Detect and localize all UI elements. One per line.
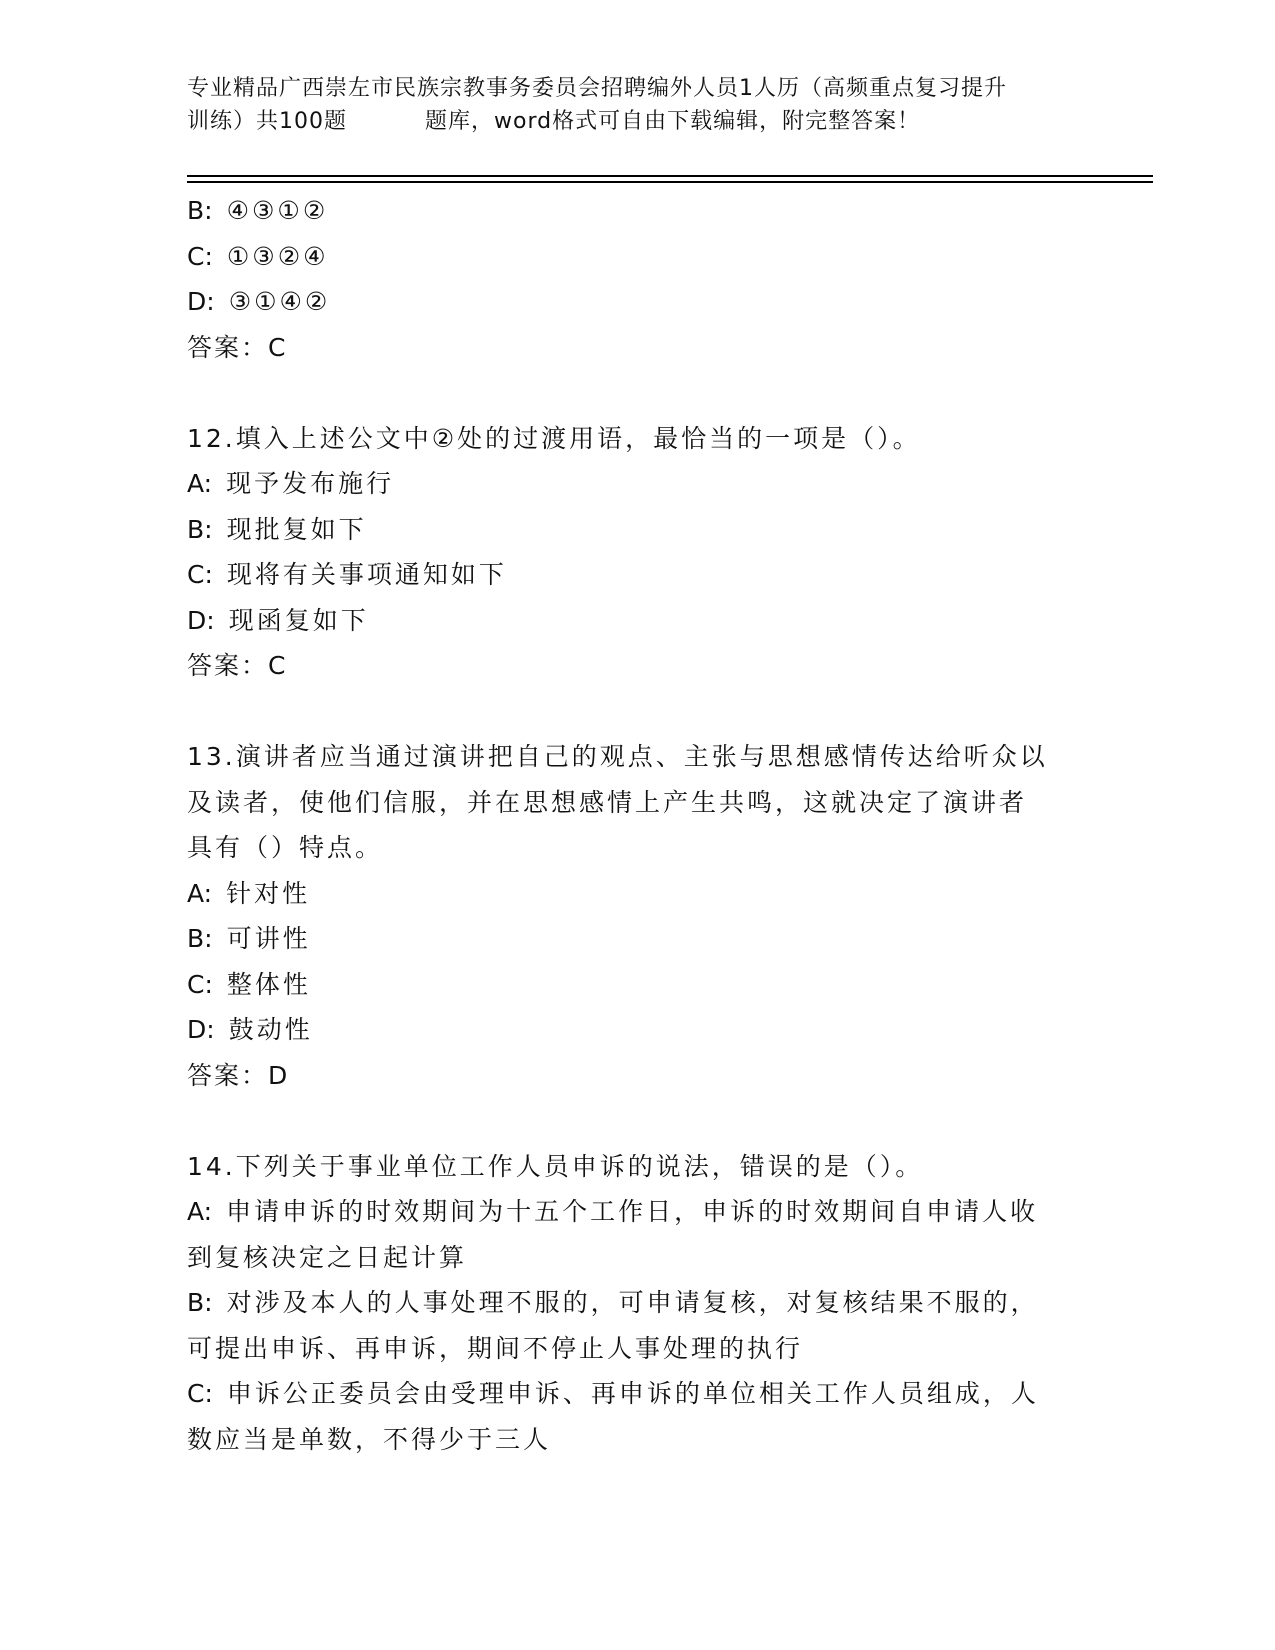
option-line [187,552,1087,598]
option-text: 到复核决定之日起计算 [187,1242,468,1272]
option-prefix: C: [187,1379,213,1408]
option-prefix: B: [187,924,213,953]
option-c: C: ①③②④ [187,241,329,271]
option-text: 可讲性 [226,924,311,953]
option-line [187,1235,1087,1281]
option-line [187,1189,1087,1235]
option-line [187,962,1087,1008]
option-line [187,461,1087,507]
option-prefix: C: [187,560,213,589]
question-stem-line: 及读者，使他们信服，并在思想感情上产生共鸣，这就决定了演讲者 [187,787,1028,817]
option-text: 现将有关事项通知如下 [226,560,507,589]
option-prefix: B: [187,514,213,544]
question-stem-line: 13.演讲者应当通过演讲把自己的观点、主张与思想感情传达给听众以 [187,742,1048,771]
option-text: 现函复如下 [228,605,369,635]
answer-line: 答案：C [187,332,288,362]
question-spacer [187,689,1087,735]
header-title-line-2-part-a: 训练）共100题 [187,109,347,134]
question-spacer [187,1098,1087,1144]
option-prefix: A: [187,878,213,908]
questions-list [187,370,1087,1462]
option-prefix: A: [187,469,213,498]
option-text: 数应当是单数，不得少于三人 [187,1424,552,1454]
header-rule-top [187,175,1153,177]
option-text: 可提出申诉、再申诉，期间不停止人事处理的执行 [187,1333,804,1363]
question-block [187,1144,1087,1463]
option-text: 现予发布施行 [226,469,395,498]
page-header [187,72,1087,138]
option-text: 对涉及本人的人事处理不服的，可申请复核，对复核结果不服的， [226,1288,1039,1317]
question-block [187,416,1087,689]
header-title-line-1: 专业精品广西崇左市民族宗教事务委员会招聘编外人员1人历（高频重点复习提升 [187,76,1007,101]
option-prefix: C: [187,969,213,999]
option-line [187,871,1087,917]
option-line [187,1371,1087,1417]
option-line [187,1007,1087,1053]
header-title-line-2 [187,105,1087,138]
question-stem-line: 12.填入上述公文中②处的过渡用语，最恰当的一项是（）。 [187,423,921,453]
header-title-line-2-part-b: 题库，word格式可自由下载编辑，附完整答案！ [425,109,921,134]
question-content [187,188,1087,1462]
option-line [187,1326,1087,1372]
option-text: 现批复如下 [226,514,367,544]
option-line [187,916,1087,962]
question-stem-line: 具有（）特点。 [187,833,384,862]
option-prefix: D: [187,605,215,635]
option-text: 整体性 [226,969,311,999]
option-text: 申诉公正委员会由受理申诉、再申诉的单位相关工作人员组成，人 [226,1379,1039,1408]
option-line [187,1417,1087,1463]
option-line [187,507,1087,553]
option-d: D: ③①④② [187,287,331,316]
option-text: 申请申诉的时效期间为十五个工作日，申诉的时效期间自申请人收 [226,1197,1039,1226]
option-b: B: ④③①② [187,196,329,225]
option-prefix: A: [187,1197,213,1226]
question-spacer [187,370,1087,416]
option-line [187,1280,1087,1326]
header-rule-bottom [187,181,1153,183]
option-prefix: D: [187,1015,215,1044]
question-block [187,734,1087,1098]
previous-question-block [187,188,1087,370]
answer-line: 答案：C [187,651,288,680]
option-prefix: B: [187,1288,213,1317]
question-stem-line: 14.下列关于事业单位工作人员申诉的说法，错误的是（）。 [187,1151,924,1181]
option-text: 针对性 [226,878,311,908]
option-text: 鼓动性 [228,1015,313,1044]
option-line [187,598,1087,644]
answer-line: 答案：D [187,1060,290,1090]
